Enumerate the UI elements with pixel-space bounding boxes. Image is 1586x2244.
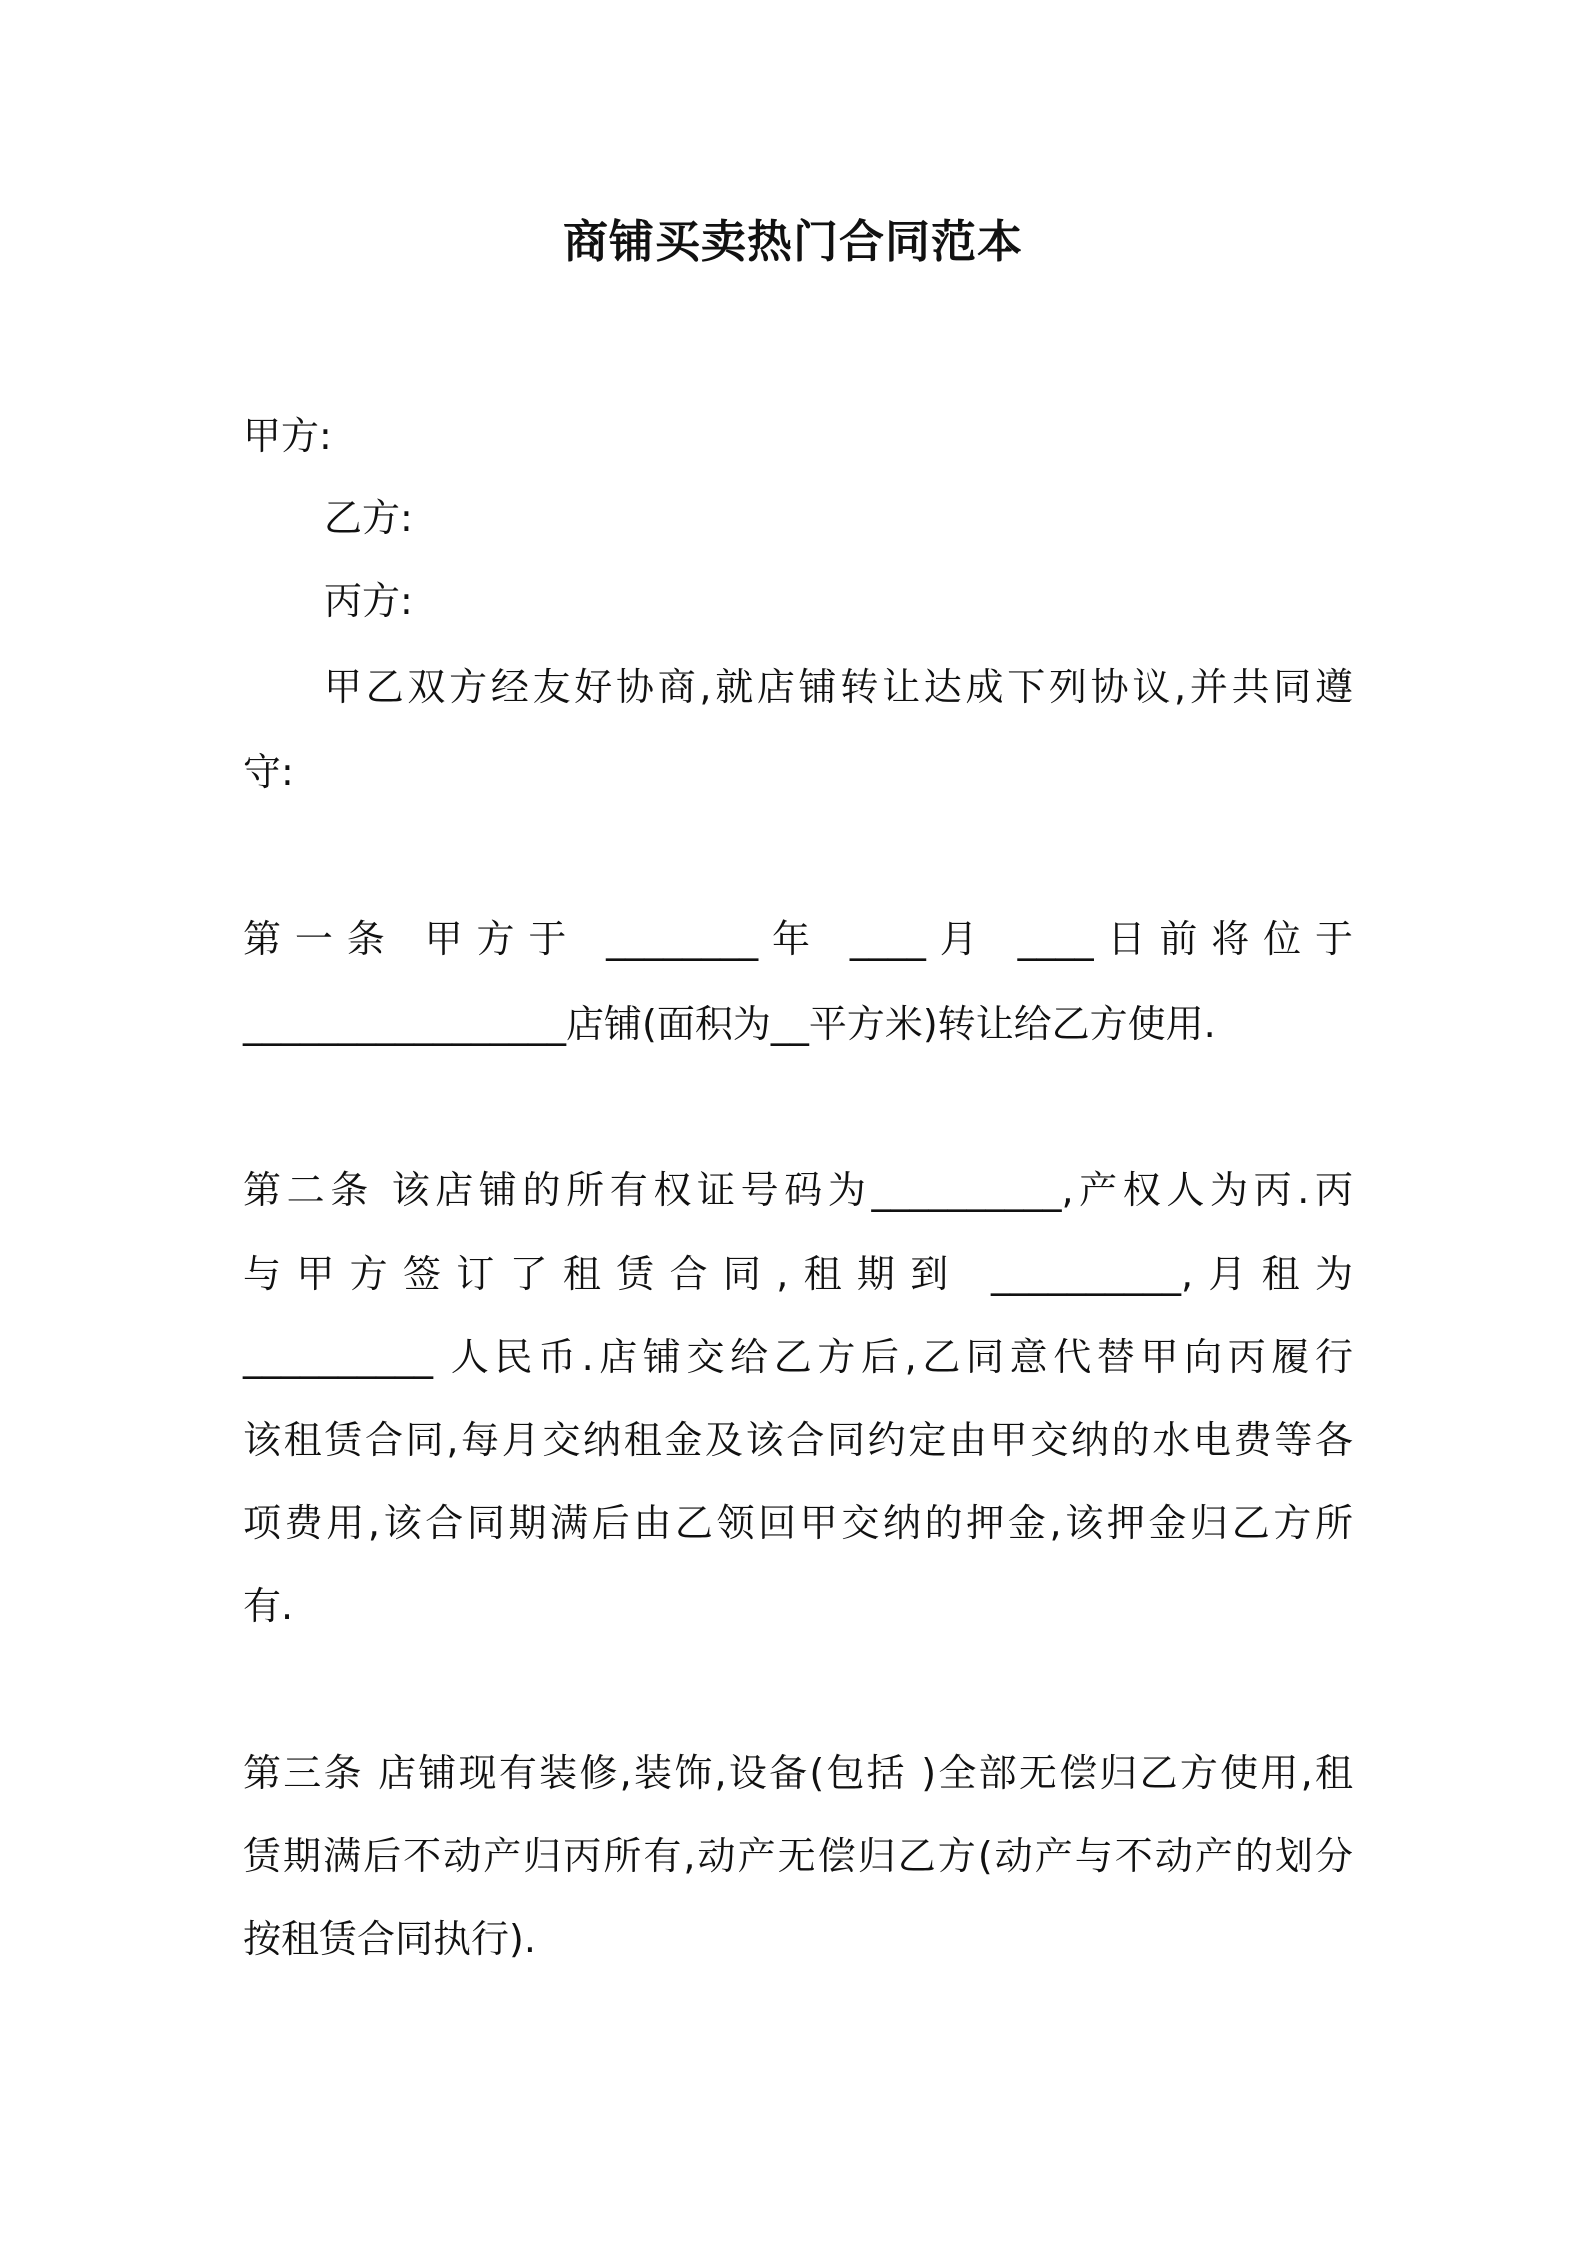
article-2-line: 有.	[243, 1584, 294, 1628]
intro-line: 守:	[243, 750, 294, 794]
article-2-line: 与甲方签订了租赁合同,租期到 __________,月租为	[243, 1252, 1353, 1296]
article-1-line: _________________店铺(面积为__平方米)转让给乙方使用.	[243, 1002, 1216, 1046]
article-3-line: 按租赁合同执行).	[243, 1917, 536, 1961]
article-2-line: 该租赁合同,每月交纳租金及该合同约定由甲交纳的水电费等各	[243, 1418, 1353, 1462]
article-2-line: __________ 人民币.店铺交给乙方后,乙同意代替甲向丙履行	[243, 1335, 1353, 1379]
party-b-label: 乙方:	[324, 496, 413, 540]
article-3-line: 第三条 店铺现有装修,装饰,设备(包括 )全部无偿归乙方使用,租	[243, 1751, 1353, 1795]
party-c-label: 丙方:	[324, 579, 413, 623]
intro-line: 甲乙双方经友好协商,就店铺转让达成下列协议,并共同遵	[324, 665, 1353, 709]
document-title: 商铺买卖热门合同范本	[562, 215, 1023, 268]
article-2-line: 第二条 该店铺的所有权证号码为__________,产权人为丙.丙	[243, 1168, 1353, 1212]
article-2-line: 项费用,该合同期满后由乙领回甲交纳的押金,该押金归乙方所	[243, 1501, 1353, 1545]
article-1-line: 第一条 甲方于 ________年 ____月 ____日前将位于	[243, 917, 1353, 961]
party-a-label: 甲方:	[243, 414, 332, 458]
article-3-line: 赁期满后不动产归丙所有,动产无偿归乙方(动产与不动产的划分	[243, 1834, 1353, 1878]
